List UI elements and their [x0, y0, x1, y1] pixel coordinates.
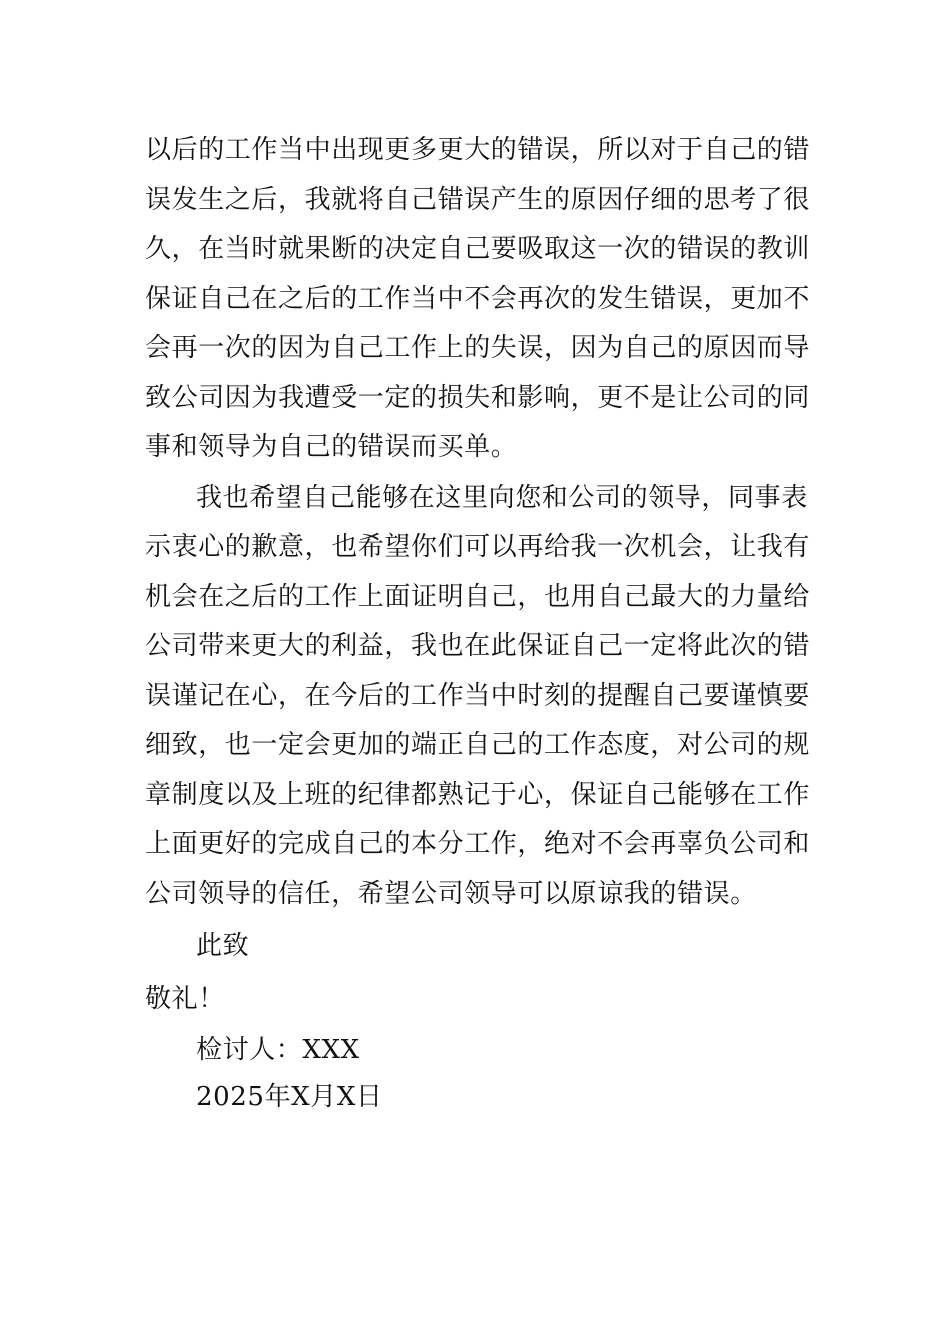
paragraph-2-line-5: 误谨记在心，在今后的工作当中时刻的提醒自己要谨慎要 — [145, 681, 811, 711]
paragraph-1-line-4: 保证自己在之后的工作当中不会再次的发生错误，更加不 — [145, 284, 811, 314]
paragraph-2-line-2: 示衷心的歉意，也希望你们可以再给我一次机会，让我有 — [145, 532, 811, 562]
paragraph-2-line-7: 章制度以及上班的纪律都熟记于心，保证自己能够在工作 — [145, 780, 811, 810]
paragraph-2-line-3: 机会在之后的工作上面证明自己，也用自己最大的力量给 — [145, 582, 811, 612]
paragraph-2-line-9: 公司领导的信任，希望公司领导可以原谅我的错误。 — [145, 879, 757, 909]
paragraph-2-line-4: 公司带来更大的利益，我也在此保证自己一定将此次的错 — [145, 631, 811, 661]
date-line: 2025年X月X日 — [196, 1082, 383, 1112]
paragraph-1-line-7: 事和领导为自己的错误而买单。 — [145, 432, 518, 462]
paragraph-2-line-8: 上面更好的完成自己的本分工作，绝对不会再辜负公司和 — [145, 829, 811, 859]
paragraph-1-line-3: 久，在当时就果断的决定自己要吸取这一次的错误的教训 — [145, 234, 811, 264]
salute-text: 敬礼！ — [145, 984, 225, 1014]
paragraph-1-line-6: 致公司因为我遭受一定的损失和影响，更不是让公司的同 — [145, 383, 811, 413]
closing-text: 此致 — [196, 931, 250, 961]
paragraph-1-line-2: 误发生之后，我就将自己错误产生的原因仔细的思考了很 — [145, 185, 811, 215]
paragraph-2-line-1: 我也希望自己能够在这里向您和公司的领导，同事表 — [196, 483, 808, 513]
signature-line: 检讨人：XXX — [196, 1035, 360, 1065]
paragraph-1-line-1: 以后的工作当中出现更多更大的错误，所以对于自己的错 — [145, 135, 811, 165]
paragraph-1-line-5: 会再一次的因为自己工作上的失误，因为自己的原因而导 — [145, 333, 811, 363]
paragraph-2-line-6: 细致，也一定会更加的端正自己的工作态度，对公司的规 — [145, 730, 811, 760]
